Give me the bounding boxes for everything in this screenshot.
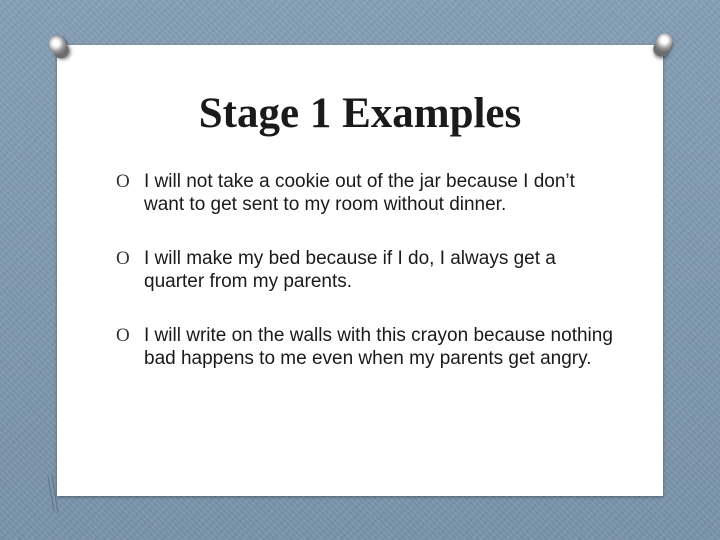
bullet-list bbox=[116, 170, 616, 401]
list-item bbox=[116, 170, 616, 216]
list-item bbox=[116, 324, 616, 370]
bullet-marker: O bbox=[116, 325, 130, 346]
list-item bbox=[116, 247, 616, 293]
bullet-text: I will not take a cookie out of the jar because I don’t want to get sent to my room without dinner. bbox=[144, 171, 575, 215]
bullet-text: I will write on the walls with this crayon because nothing bad happens to me even when my parents get angry. bbox=[144, 325, 613, 369]
paper-edge-decoration bbox=[44, 475, 74, 515]
bullet-marker: O bbox=[116, 171, 130, 192]
slide-title: Stage 1 Examples bbox=[198, 90, 522, 137]
bullet-text: I will make my bed because if I do, I always get a quarter from my parents. bbox=[144, 248, 556, 292]
bullet-marker: O bbox=[116, 248, 130, 269]
